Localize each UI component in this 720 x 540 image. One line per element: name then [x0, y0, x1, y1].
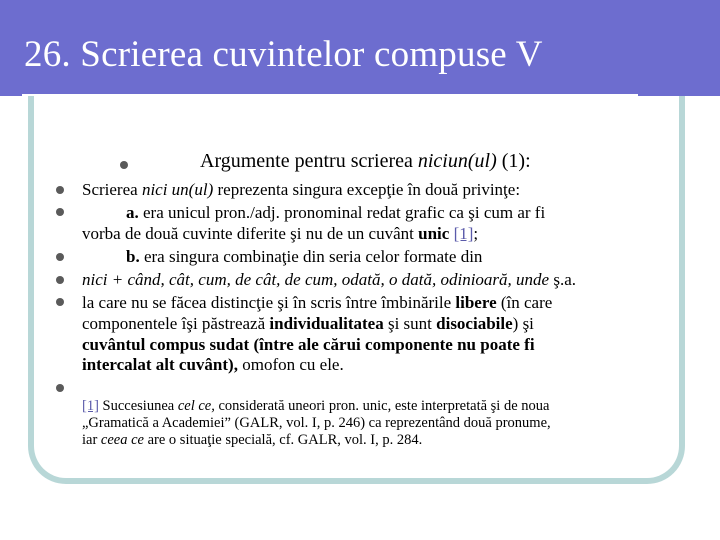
- text: la care nu se făcea distincţie şi în scris între îmbinările: [82, 293, 456, 312]
- bullet-icon: [120, 161, 128, 169]
- body-line-7: [82, 314, 534, 334]
- text: era singura combinaţie din seria celor formate din: [139, 247, 483, 266]
- text-bold: unic: [418, 224, 450, 243]
- text: (în care: [496, 293, 553, 312]
- text: ;: [473, 224, 479, 243]
- bullet-icon: [56, 384, 64, 392]
- text-italic: cel ce,: [177, 398, 215, 414]
- footnote-line-1: [82, 398, 549, 415]
- heading-post: (1):: [496, 150, 531, 172]
- text: ) şi: [512, 314, 534, 333]
- text-bold: b.: [126, 247, 140, 266]
- body-line-4: [126, 247, 482, 267]
- text-italic: ceea ce: [100, 432, 144, 448]
- text: componentele îşi păstrează: [82, 314, 270, 333]
- text-bold: libere: [455, 293, 497, 312]
- slide-title: 26. Scrierea cuvintelor compuse V: [24, 34, 543, 75]
- bullet-icon: [56, 276, 64, 284]
- text: are o situaţie specială, cf. GALR, vol. I, p. 284.: [143, 432, 423, 448]
- text-bold: cuvântul compus sudat (între ale cărui componente nu poate fi: [82, 335, 535, 354]
- heading-term: niciun(ul): [417, 150, 497, 172]
- text-bold: intercalat alt cuvânt),: [82, 355, 238, 374]
- body-line-5: [82, 270, 576, 290]
- text: considerată uneori pron. unic, este interpretată şi de noua: [214, 398, 550, 414]
- text: iar: [82, 432, 101, 448]
- text: Succesiunea: [98, 398, 178, 414]
- footnote-ref-link[interactable]: [1]: [453, 224, 474, 243]
- body-line-9: [82, 355, 344, 375]
- text-italic: nici un(ul): [141, 180, 214, 199]
- bullet-icon: [56, 208, 64, 216]
- text: Scrierea: [82, 180, 142, 199]
- body-line-2: [126, 203, 545, 223]
- bullet-icon: [56, 298, 64, 306]
- text-bold: disociabile: [436, 314, 513, 333]
- body-line-3: [82, 224, 478, 244]
- body-line-8: [82, 335, 535, 355]
- body-line-1: [82, 180, 520, 200]
- heading-pre: Argumente pentru scrierea: [200, 150, 418, 172]
- text: reprezenta singura excepţie în două privinţe:: [213, 180, 521, 199]
- footnote-line-2: [82, 415, 551, 432]
- text-bold: individualitatea: [269, 314, 384, 333]
- text: vorba de două cuvinte diferite şi nu de un cuvânt: [82, 224, 419, 243]
- body-line-6: [82, 293, 552, 313]
- text: ş.a.: [549, 270, 577, 289]
- text: şi sunt: [383, 314, 437, 333]
- bullet-icon: [56, 186, 64, 194]
- text: „Gramatică a Academiei” (GALR, vol. I, p. 246) ca reprezentând două pronume,: [82, 415, 551, 431]
- text: era unicul pron./adj. pronominal redat grafic ca şi cum ar fi: [138, 203, 546, 222]
- text: omofon cu ele.: [237, 355, 344, 374]
- text-italic: nici + când, cât, cum, de cât, de cum, odată, o dată, odinioară, unde: [82, 270, 550, 289]
- text-bold: a.: [126, 203, 139, 222]
- footnote-line-3: [82, 432, 422, 449]
- footnote-ref-link[interactable]: [1]: [82, 398, 99, 414]
- bullet-icon: [56, 253, 64, 261]
- heading: [200, 150, 531, 173]
